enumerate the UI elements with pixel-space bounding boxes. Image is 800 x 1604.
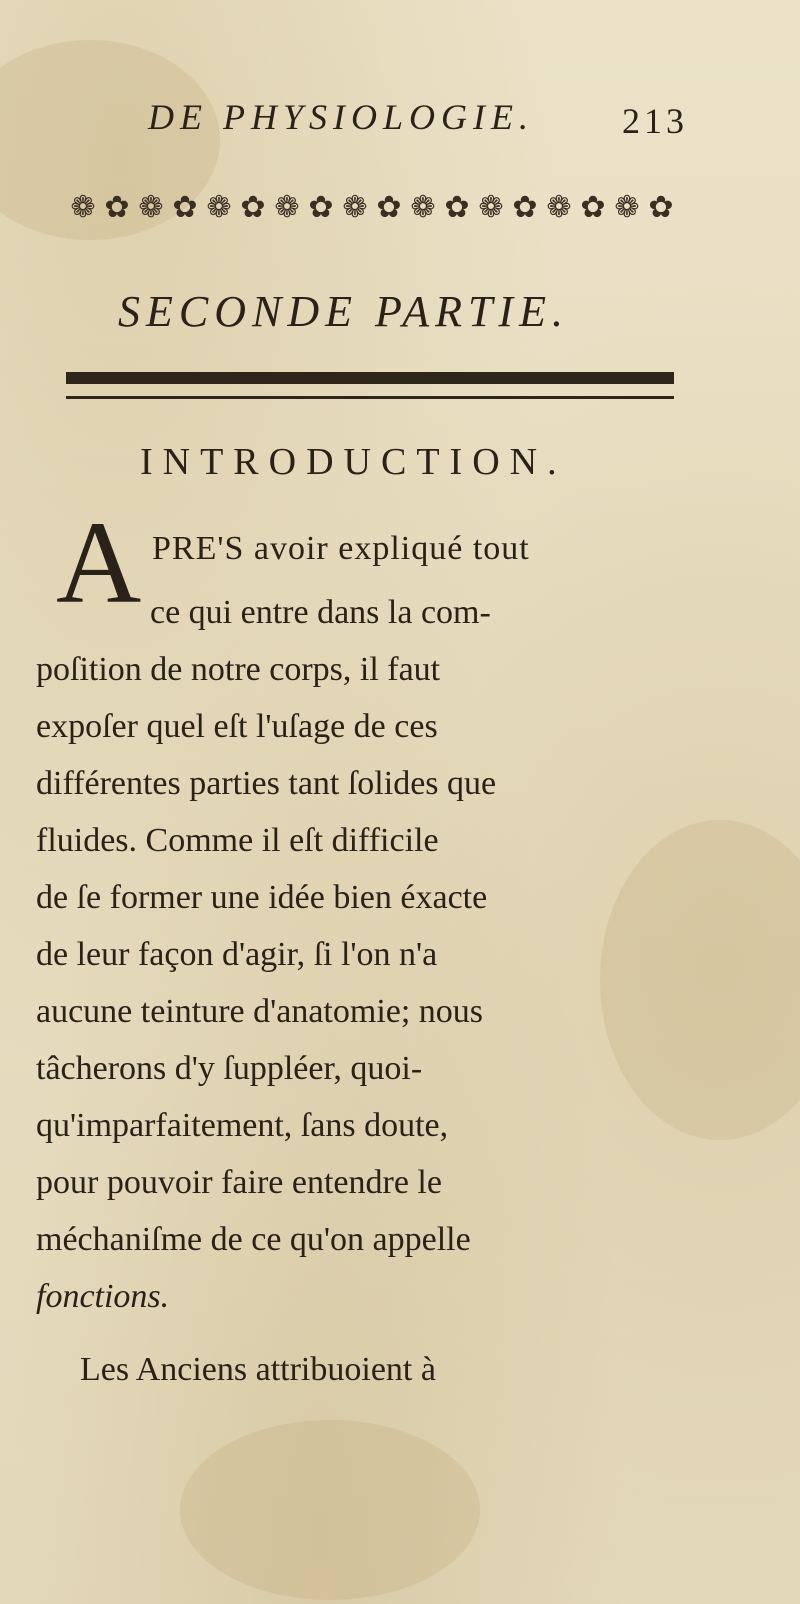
text-line: expoſer quel eſt l'uſage de ces — [36, 708, 438, 745]
ornament-glyph: ❁ — [70, 189, 96, 225]
part-title: SECONDE PARTIE. — [118, 287, 569, 336]
ornament-glyph: ✿ — [376, 189, 402, 225]
text-line: méchaniſme de ce qu'on appelle — [36, 1221, 471, 1258]
opening-words: PRE'S avoir expliqué tout — [152, 530, 530, 567]
text-line: ce qui entre dans la com- — [150, 594, 491, 631]
ornament-glyph: ✿ — [308, 189, 334, 225]
ornament-glyph: ✿ — [580, 189, 606, 225]
thick-rule — [66, 372, 674, 384]
ornament-glyph: ❁ — [614, 189, 640, 225]
ornament-glyph: ❁ — [478, 189, 504, 225]
ornament-glyph: ✿ — [648, 189, 674, 225]
text-line: qu'imparfaitement, ſans doute, — [36, 1107, 449, 1144]
text-line: aucune teinture d'anatomie; nous — [36, 993, 484, 1030]
ornament-glyph: ✿ — [104, 189, 130, 225]
text-line: de leur façon d'agir, ſi l'on n'a — [36, 936, 438, 973]
text-line: poſition de notre corps, il faut — [36, 651, 441, 688]
text-line: fluides. Comme il eſt difficile — [36, 822, 439, 859]
thin-rule — [66, 396, 674, 399]
body-text — [36, 584, 676, 1398]
ornament-band — [66, 182, 678, 232]
ornament-glyph: ❁ — [138, 189, 164, 225]
section-heading: INTRODUCTION. — [140, 441, 567, 483]
next-paragraph-line: Les Anciens attribuoient à — [80, 1351, 436, 1388]
ornament-glyph: ✿ — [512, 189, 538, 225]
running-title: DE PHYSIOLOGIE. — [148, 97, 534, 137]
drop-cap: A — [56, 497, 142, 628]
text-line: de ſe former une idée bien éxacte — [36, 879, 488, 916]
running-head — [148, 96, 688, 144]
paper-stain — [180, 1420, 480, 1600]
ornament-glyph: ❁ — [206, 189, 232, 225]
text-line: différentes parties tant ſolides que — [36, 765, 497, 802]
page-number: 213 — [622, 101, 688, 141]
ornament-glyph: ✿ — [444, 189, 470, 225]
ornament-glyph: ❁ — [274, 189, 300, 225]
text-line: pour pouvoir faire entendre le — [36, 1164, 442, 1201]
italic-word: fonctions. — [36, 1278, 170, 1315]
text-line: tâcherons d'y ſuppléer, quoi- — [36, 1050, 423, 1087]
ornament-glyph: ✿ — [172, 189, 198, 225]
ornament-glyph: ❁ — [342, 189, 368, 225]
ornament-glyph: ❁ — [546, 189, 572, 225]
ornament-glyph: ✿ — [240, 189, 266, 225]
ornament-glyph: ❁ — [410, 189, 436, 225]
